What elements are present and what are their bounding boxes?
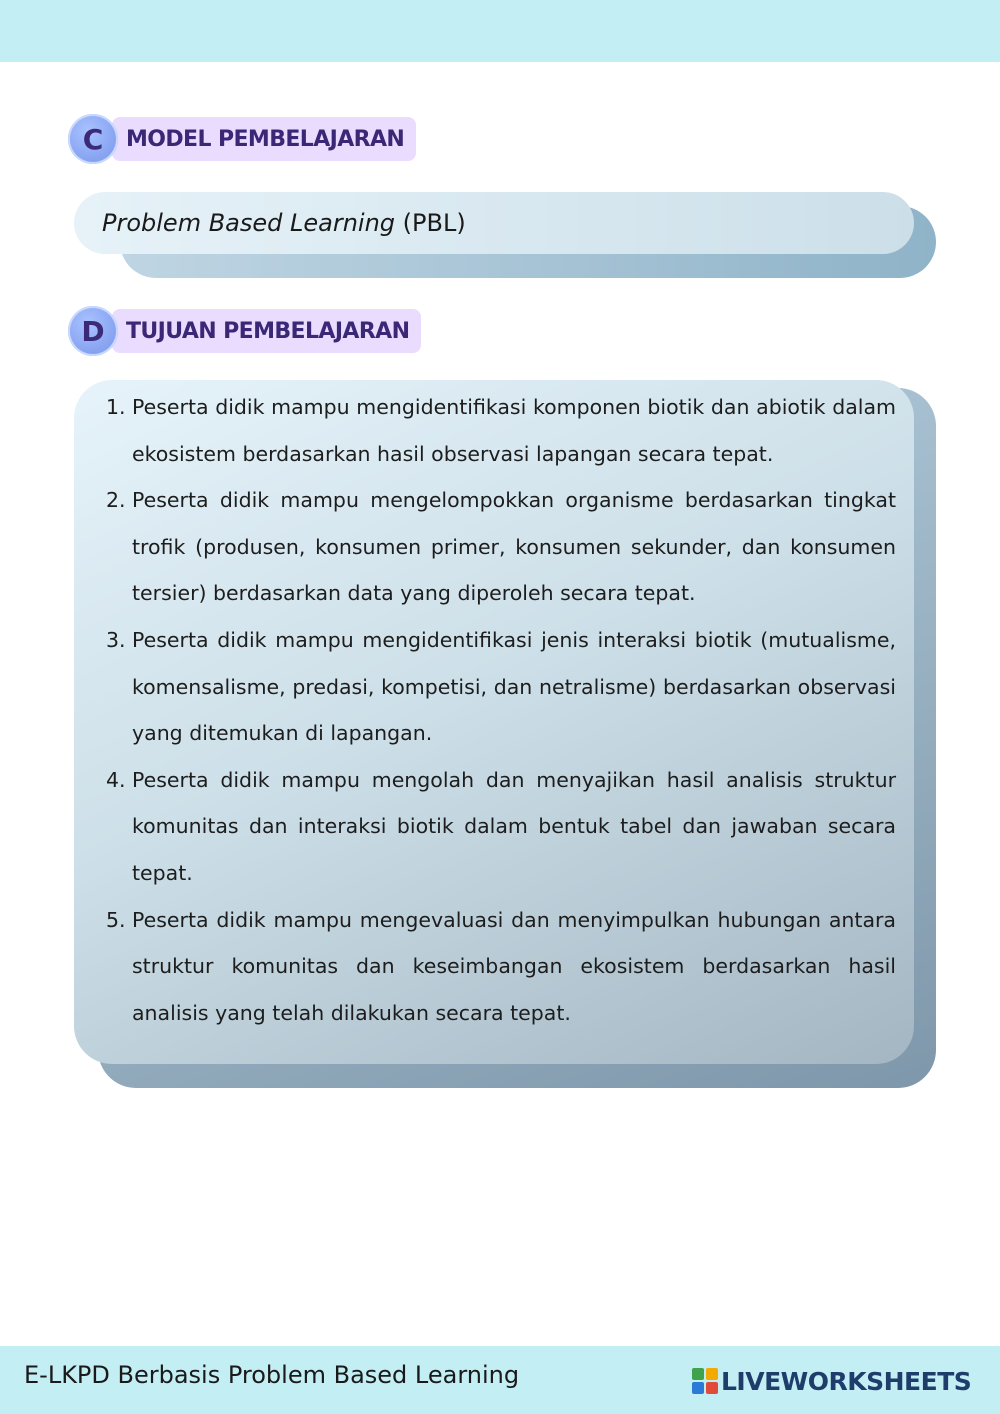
logo-square-icon xyxy=(706,1368,718,1380)
section-d-badge: D xyxy=(68,306,118,356)
objective-number: 3. xyxy=(106,627,126,652)
section-c-title: MODEL PEMBELAJARAN xyxy=(112,117,416,161)
objective-text: Peserta didik mampu mengidentifikasi jenis interaksi biotik (mutualisme, komensalisme, predasi, kompetisi, dan netralisme) berdasarkan observasi yang ditemukan di lapangan. xyxy=(132,627,896,746)
objective-text: Peserta didik mampu mengevaluasi dan menyimpulkan hubungan antara struktur komunitas dan keseimbangan ekosistem berdasarkan hasil analisis yang telah dilakukan secara tepat. xyxy=(132,907,896,1025)
objective-item xyxy=(106,477,896,617)
objective-number: 1. xyxy=(106,395,126,419)
objective-item xyxy=(106,757,896,897)
top-band xyxy=(0,0,1000,62)
objective-number: 5. xyxy=(106,907,126,932)
model-abbrev: (PBL) xyxy=(395,209,466,237)
liveworksheets-brand[interactable] xyxy=(692,1364,971,1398)
objective-number: 4. xyxy=(106,767,126,792)
liveworksheets-logo-text: LIVEWORKSHEETS xyxy=(721,1366,972,1396)
section-d-title: TUJUAN PEMBELAJARAN xyxy=(112,309,421,353)
section-c-badge: C xyxy=(68,114,118,164)
objectives-list xyxy=(106,384,896,1036)
model-pill xyxy=(74,192,914,254)
model-name: Problem Based Learning xyxy=(102,209,396,237)
objective-text: Peserta didik mampu mengelompokkan organisme berdasarkan tingkat trofik (produsen, konsumen primer, konsumen sekunder, dan konsumen tersier) berdasarkan data yang diperoleh secara tepat. xyxy=(132,488,896,606)
objective-text: Peserta didik mampu mengolah dan menyajikan hasil analisis struktur komunitas dan interaksi biotik dalam bentuk tabel dan jawaban secara tepat. xyxy=(132,767,896,885)
objective-item xyxy=(106,897,896,1037)
objective-text: Peserta didik mampu mengidentifikasi komponen biotik dan abiotik dalam ekosistem berdasarkan hasil observasi lapangan secara tepat. xyxy=(132,395,896,466)
logo-square-icon xyxy=(692,1368,704,1380)
logo-square-icon xyxy=(692,1382,704,1394)
liveworksheets-logo-icon xyxy=(692,1368,718,1394)
footer-title: E-LKPD Berbasis Problem Based Learning xyxy=(24,1361,520,1389)
logo-square-icon xyxy=(706,1382,718,1394)
objective-item xyxy=(106,617,896,757)
objective-item xyxy=(106,384,896,477)
objective-number: 2. xyxy=(106,488,126,513)
